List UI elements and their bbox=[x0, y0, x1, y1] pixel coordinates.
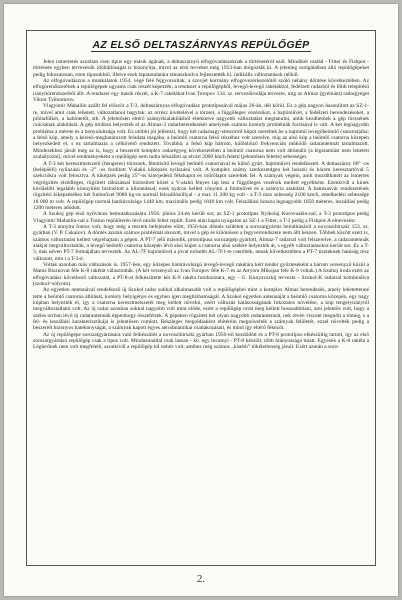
article-body bbox=[33, 59, 369, 351]
page-number: 2. bbox=[196, 573, 206, 585]
paragraph: Jelen ismertetés azonban csen típus egy másik ágának, a deltaszárnyú elfogóvadászoknak a történetéről szól. Mindikét család - Fitter és Fishpot - története egyben tervezésük idöltállóságát is bizonyítja, mivel az első terveket még 1953-ban dolgozták ki. A jelenleg szolgálatban álló repülőgépeket pedig fokozatosan, ezen típusokból, illetve ezek tapasztalatára támaszkodva fejlesztették ki, radikális változtatások nélkül. bbox=[33, 59, 369, 78]
article-title: AZ ELSŐ DELTASZÁRNYAS REPÜLŐGÉP bbox=[92, 39, 310, 51]
paragraph: A Szuhoj gép első nyilvános bemutatkozására 1956. június 24-én került sor, az SZ-1 prototípus Nyikolaj Korovuskin-nal, a T-3 prototípus pedig Vlagyimir Mahailin-nal a Tusino repülőterén lévő nézők felett repült. Ezek után kapta nyugaton az SZ-1 a Fitter, a T-3 pedig a Fishpot-A elnevezést. bbox=[33, 211, 369, 224]
paragraph: A T-3 annyira fontos volt, hogy még a tesztek befejezése előtt, 1956-ban döntés született a sorozatgyártás beindításáról a novoszibirszki 153. sz. gyárban (V. P. Cukalov). A döntés azután számos problémát okozott, mivel a gép és különösen a fegyverrendszere nem állt készen. Többek között ezért is, számos változtatást kellett végrehajtani a gépen. A PT-7 jelű második, prototípusa sorozatgép gyártott, Almaz-7 radarral volt felszerelve, a radarantennák alakját megváltoztatták, a levegő beömlő csatorna közepén lévő alsó kúpot a csatorna alsó szélére helyezték át, s egyéb változtatásokra került sor. Ez a T-3, más néven PT-7 formájában tervezték. Az AL-7F hajtóművel a jóval erősebb AL-7F1-re cserélték, annak következtében a PT-7 tiszteknek hatóság rész változott, min t a T-3-é. bbox=[33, 223, 369, 262]
document-page bbox=[4, 4, 398, 596]
paragraph: Vlagyimir Mahailin azállt fel először a T-3, deltaszárnyas elfogóvadász prototípusával május 26-án, dél körül. Ez a gép nagyon hasonlított az SZ-1-re, mivel amit csak lehetett, változatlanul hagytak: az orrész kivételével a törzset, a függőleges vezérsíkot, a hajtóművet, a fedélzeti berendezéseket, a pilótafülkét, a kabintetőt, stb. A jelentősen eltérő számyikialakításból eltekintve nagyobb változtatást megtanulni, amik kezdhetőek a gép törzsének csúcsának alakítását. A gép orrában helyezték el az Almaz-3 radarberendezését amelynek számos komoly problémák forrásává is vált. A két legnagyobb probléma a mérete és a bonyolultsága volt. Ez utóbbi jól jellemzi, hogy két radarnagy-strezorról küpót szereltek be a hajtómű levegőbeömlő csatornájába; a felső kúp, amely a keresö-meghatározott feladata magába, a beömlő csatorna felső részéhez volt szerelve, míg az alsó kúp a beömlő csatorna közepén helyezkedett el, s ez tartalmazta a célkövető rendszert. Továbbá, a felső kúp hátrom, különböző frekvencián működő radarantennát tartalmazott. Mindezekhez járult még az is, hogy a beszerelt komplex radarégyeg kövekezetében a beömlő csatorna nem volt áltümáló (a légáramlást nem lehetett szabályozni), mivel eredményeként a repülőgép nem tudta lelszállni az elvárt 2000 km/h feletti (jelentősen felette) sebességet. bbox=[33, 103, 369, 161]
paragraph: A T-3 két keresztmetszetű (hengeres) törzsnek, fémitisítő levegő beömlő csatornával és külső gyárt, hajtóművel rendelkezett. A deltaszárny 60° -os (belépőéli) nyilazású és -2° -os fordított V-alakú kiképzés nyilazású volt. A komplex számy szerkezetdgen két hosszú és három keresztartóval 5 szekciókra volt felosztva. A kiképzés pedig 25°-os kiterjedésű fékskapot és csűrőlapot szereltek fel. A számyak végein, amit mozdíthatott az ismertes végrögzítés elsődleges, rögzített ráhúzással biztosított közel a V-alakú fényes lap lesz a függőleges vezérsík mellett egyébként. Ezenkívül a kinek körülelőtt legalább könnyítést biztosított a kibontással; ezek nyáron kellett cönyitni a futóművet és a számyra alakítást. A hamisasvár rendszerének rögzítési kiképzéséhez két futóművet 9080 kg-os normál felszállósúllyal - a max 11 200 kg volt - a T-3 max sebesség 2100 km/h, emelkedési sebessége 18 000 m volt. A repülőgép normál hatótávolsága 1440 km, maximális pedig 1840 km volt. Felszállási hossza legnagyobb 1050 méteres, leszállási pedig 1200 méteres adódott. bbox=[33, 160, 369, 211]
paragraph: Az elfogóvadászon a munkálatok 1954. végé felé fejgyorsultak, a szovjet kormány elfogóvezérkezelőtől szóló nehány döntése következtében. Az elfogórendszerének a repülőgépek ugyanis csak részét képezték; a rendszer a repülőgépből, levegő-levegő rakétákból, fedélzeti radarból és földi telepítésű irányítórendszerből állt. A rendszer egy másik részét, a K-7 rakétákat Ivan Toropov 134. sz. tervezőirodája tervezte, míg az Almaz (gyémánt) radargyéget Viktor Tyihomirov. bbox=[33, 78, 369, 104]
paragraph: Az új repülőgépe sorozatgyártására való felkészülés a novoszibirszki gyárban 1956-tól kezdődött és a PT-8 prototípus elkészültig tartott, így az első sorozatgyártású repülőgép csak a típus volt. Mindazonáltal csak lassan - kb. egy tucatnyi - PT-8 készült, több hiányossága miatt. Egyesek a K-8 rakéta a Légierőnek nem volt megfelelő, azonkívül a repülőgép túl nehéz volt, amihez még számos „kisebb” tökéletlenség járult. Ezért azután a soro- bbox=[33, 331, 369, 351]
article-frame bbox=[26, 30, 376, 566]
paragraph: Az egyetlen antennával rendelkező új Szokol radar sokkal alkalmasabb volt a repülőgépbei mint a komplex Almaz berendezés, amely lehetettenné tette a beömlő csatorna állítását, komoly helyigénye és egyben igen megbízhatóságát. A Szokol egyetlen antennáját a beömlő csatorna közepén, egy nagy kúpban helyezték el, így a csatorna keresztmetszetét meg kellett növelni, ezért változás hatásosságának fokozatos növelése, a kúp tengelyiránytól megváltoztatható volt. Az új radar azonban sokkal nagyobb volt mint előde, ezért a repülőgép orrát meg kellett hosszabbítani, ami jelentős volt, hogy a széles orrban lévő új radarantennák éppenhogy összefértek. A gépeken rögzített két olyan nagyobb radarantennát, nek révén viszont megnőtt a tömeg, s a fel- és leszállási karakterisztikája is jelentősen romlott. Részleges megoldásként előtéréin megnövelték a számyak felületét, ezzel növelték pedig a beszerelt bizonyos hatékonyságát, a számyak kapott egyes aerodinamikai csatlakozásait, és mind így eltérő fékezőt. bbox=[33, 287, 369, 332]
paragraph: Voltak azonban más változások is. 1957-ben, egy közepes hatótávolságú levegő-levegő rakétára kért tender győzteseként a három versenyző közül a Matus Bisznovat féle K-8 rakétát választották. (A két versenyző az Ivan Toropov féle K-7 és az Artyom Mikojan féle K-9 voltak.) A Szuhoj iroda ezért az elfogóvadász következő változatát, a PT-8-at felkészítette két K-8 rakéta hordozására, egy - G. Kunyavszkij tervezte - Szokol-K radarral kombinálva (szokol=sólyom). bbox=[33, 262, 369, 288]
